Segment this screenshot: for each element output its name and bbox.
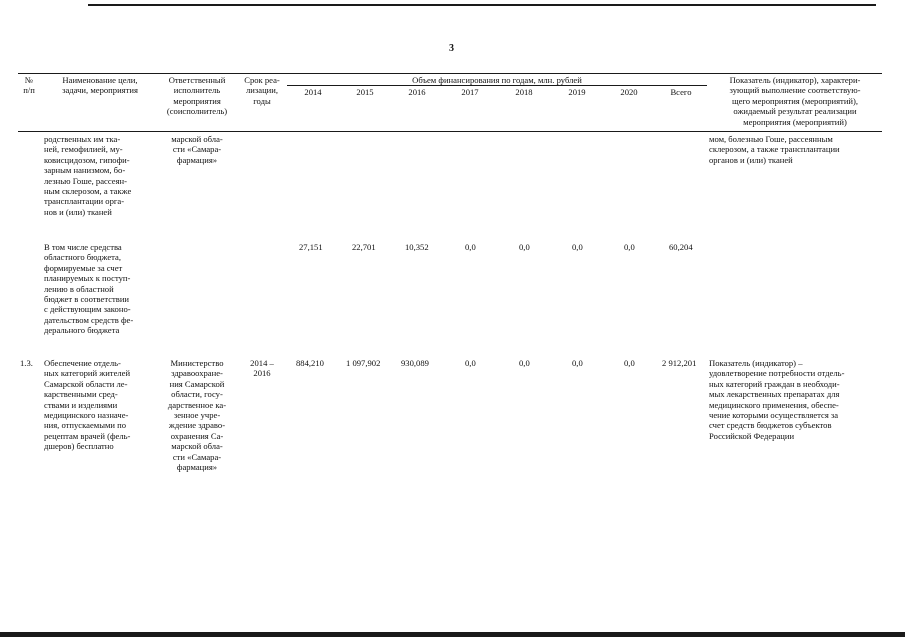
row-3-value-2015: 1 097,902 bbox=[346, 358, 381, 368]
bottom-border-line bbox=[0, 632, 905, 637]
header-col-indicator: Показатель (индикатор), характери- зующий выполнение соответствую- щего мероприятия (мероприятий), ожидаемый результат реализации мероприятия (мероприятий) bbox=[729, 75, 861, 127]
row-2-value-total: 60,204 bbox=[669, 242, 693, 252]
header-year-2017: 2017 bbox=[461, 87, 479, 97]
top-border-line bbox=[88, 4, 876, 6]
header-year-2015: 2015 bbox=[356, 87, 374, 97]
table-header-bottom-line bbox=[18, 131, 882, 132]
header-year-2016: 2016 bbox=[408, 87, 426, 97]
row-1-executor: марской обла- сти «Самара- фармация» bbox=[171, 134, 223, 165]
row-3-executor: Министерство здравоохране- ния Самарской области, госу- дарственное ка- зенное учре- ждение здраво- охранения Са- марской обла- сти «Самара- фармация» bbox=[167, 358, 227, 473]
row-3-name: Обеспечение отдель- ных категорий жителей Самарской области ле- карственными сред- ствами и изделиями медицинского назначе- ния, отпускаемыми по рецептам врачей (фель- дшеров) бесплатно bbox=[44, 358, 131, 452]
row-3-value-2018: 0,0 bbox=[519, 358, 530, 368]
header-year-2019: 2019 bbox=[568, 87, 586, 97]
header-total: Всего bbox=[670, 87, 692, 97]
header-year-2018: 2018 bbox=[515, 87, 533, 97]
header-year-2014: 2014 bbox=[304, 87, 322, 97]
row-3-value-total: 2 912,201 bbox=[662, 358, 697, 368]
row-2-value-2015: 22,701 bbox=[352, 242, 376, 252]
header-year-2020: 2020 bbox=[620, 87, 638, 97]
row-3-value-2019: 0,0 bbox=[572, 358, 583, 368]
row-3-value-2014: 884,210 bbox=[296, 358, 324, 368]
header-col-name: Наименование цели, задачи, мероприятия bbox=[62, 75, 138, 96]
row-2-value-2016: 10,352 bbox=[405, 242, 429, 252]
header-col-term: Срок реа- лизации, годы bbox=[244, 75, 280, 106]
row-3-number: 1.3. bbox=[20, 358, 33, 368]
row-3-value-2016: 930,089 bbox=[401, 358, 429, 368]
row-2-value-2014: 27,151 bbox=[299, 242, 323, 252]
row-2-value-2019: 0,0 bbox=[572, 242, 583, 252]
row-2-value-2017: 0,0 bbox=[465, 242, 476, 252]
row-3-value-2017: 0,0 bbox=[465, 358, 476, 368]
row-2-value-2018: 0,0 bbox=[519, 242, 530, 252]
row-1-indicator: мом, болезнью Гоше, рассеянным склерозом, а также трансплантации органов и (или) тканей bbox=[709, 134, 840, 165]
header-funding-group: Объем финансирования по годам, млн. рублей bbox=[412, 75, 582, 85]
page-number: 3 bbox=[449, 43, 454, 54]
row-1-name: родственных им тка- ней, гемофилией, му- ковисцидозом, гипофи- зарным нанизмом, бо- лезнью Гоше, рассеян- ным склерозом, а также трансплантации орга- нов и (или) тканей bbox=[44, 134, 132, 217]
row-3-indicator: Показатель (индикатор) – удовлетворение потребности отдель- ных категорий граждан в необходи- мых лекарственных препаратах для медицинского применения, обеспе- чение которыми осуществляется за счет средств бюджетов субъектов Российской Федерации bbox=[709, 358, 845, 441]
table-top-line bbox=[18, 73, 882, 74]
header-col-num: № п/п bbox=[23, 75, 35, 96]
row-3-term: 2014 – 2016 bbox=[250, 358, 274, 379]
row-3-value-2020: 0,0 bbox=[624, 358, 635, 368]
header-col-executor: Ответственный исполнитель мероприятия (соисполнитель) bbox=[166, 75, 228, 117]
row-2-name: В том числе средства областного бюджета, формируемые за счет планируемых к поступ- лению в областной бюджет в соответствии с действующим законо- дательством средств фе- дерального бюджета bbox=[44, 242, 134, 336]
row-2-value-2020: 0,0 bbox=[624, 242, 635, 252]
